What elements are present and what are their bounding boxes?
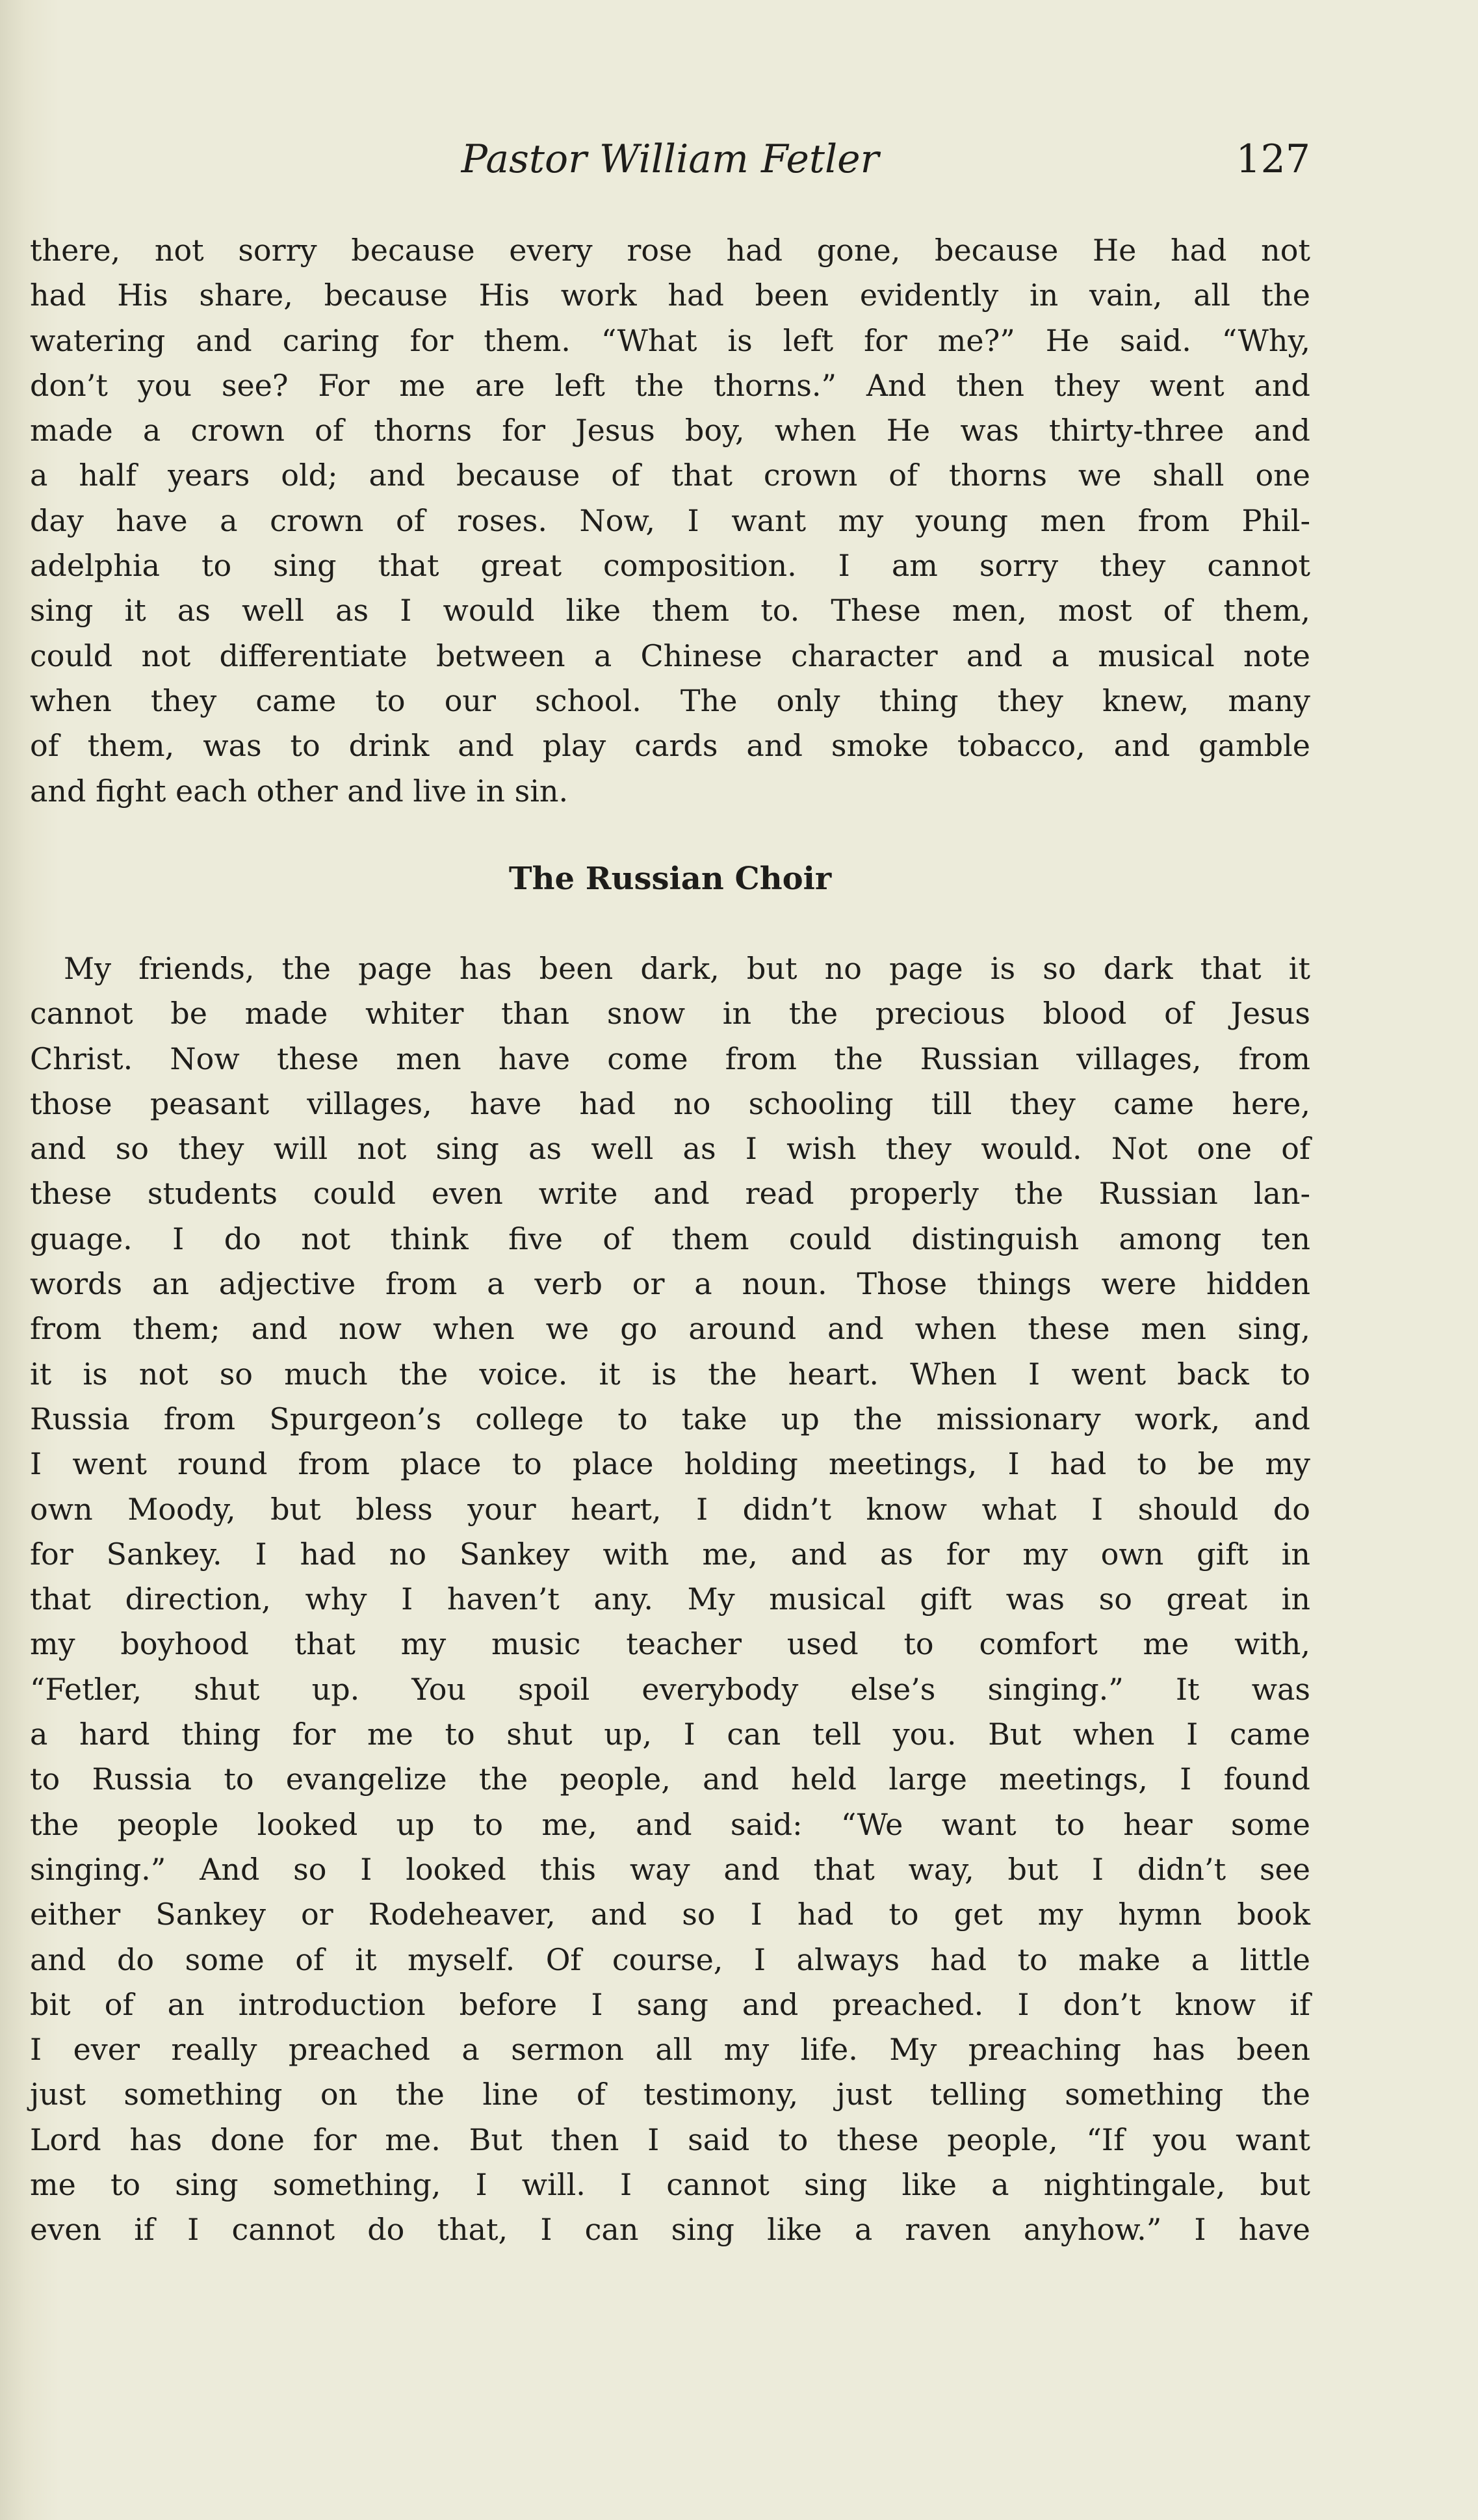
text-line: for Sankey. I had no Sankey with me, and as for my own gift in xyxy=(30,1536,1310,1572)
text-line: me to sing something, I will. I cannot sing like a nightingale, but xyxy=(30,2167,1310,2203)
text-line: singing.” And so I looked this way and that way, but I didn’t see xyxy=(30,1851,1310,1887)
paragraph-1 xyxy=(30,228,1310,814)
text-line: and do some of it myself. Of course, I always had to make a little xyxy=(30,1942,1310,1977)
text-line: “Fetler, shut up. You spoil everybody else’s singing.” It was xyxy=(30,1671,1310,1707)
text-line: guage. I do not think five of them could distinguish among ten xyxy=(30,1221,1310,1256)
text-line: Russia from Spurgeon’s college to take up the missionary work, and xyxy=(30,1401,1310,1436)
section-heading: The Russian Choir xyxy=(508,861,832,897)
text-line: it is not so much the voice. it is the heart. When I went back to xyxy=(30,1356,1310,1392)
running-title: Pastor William Fetler xyxy=(461,136,879,182)
paragraph-2 xyxy=(30,946,1310,2253)
text-line: of them, was to drink and play cards and smoke tobacco, and gamble xyxy=(30,728,1310,764)
text-line: My friends, the page has been dark, but no page is so dark that it xyxy=(64,951,1310,986)
text-line: and so they will not sing as well as I wish they would. Not one of xyxy=(30,1131,1310,1167)
text-line: Lord has done for me. But then I said to these people, “If you want xyxy=(30,2122,1310,2157)
text-line: a half years old; and because of that crown of thorns we shall one xyxy=(30,458,1310,493)
text-line: there, not sorry because every rose had gone, because He had not xyxy=(30,233,1310,268)
text-line: and fight each other and live in sin. xyxy=(30,773,569,809)
text-line: own Moody, but bless your heart, I didn’t know what I should do xyxy=(30,1491,1310,1527)
text-line: a hard thing for me to shut up, I can tell you. But when I came xyxy=(30,1717,1310,1752)
text-line: I ever really preached a sermon all my life. My preaching has been xyxy=(30,2032,1310,2068)
text-line: cannot be made whiter than snow in the precious blood of Jesus xyxy=(30,996,1310,1032)
text-line: even if I cannot do that, I can sing like a raven anyhow.” I have xyxy=(30,2212,1310,2248)
text-line: bit of an introduction before I sang and preached. I don’t know if xyxy=(30,1986,1310,2022)
text-line: that direction, why I haven’t any. My musical gift was so great in xyxy=(30,1581,1310,1617)
text-line: don’t you see? For me are left the thorns.” And then they went and xyxy=(30,367,1310,403)
text-line: my boyhood that my music teacher used to comfort me with, xyxy=(30,1626,1310,1662)
text-line: words an adjective from a verb or a noun. Those things were hidden xyxy=(30,1266,1310,1302)
text-line: to Russia to evangelize the people, and held large meetings, I found xyxy=(30,1761,1310,1797)
text-line: Christ. Now these men have come from the Russian villages, from xyxy=(30,1041,1310,1076)
text-line: when they came to our school. The only thing they knew, many xyxy=(30,682,1310,718)
page-header xyxy=(30,133,1310,185)
text-line: sing it as well as I would like them to. These men, most of them, xyxy=(30,593,1310,629)
page-number: 127 xyxy=(1236,136,1310,182)
text-line: these students could even write and read properly the Russian lan- xyxy=(30,1176,1310,1212)
text-line: I went round from place to place holding meetings, I had to be my xyxy=(30,1446,1310,1482)
text-line: those peasant villages, have had no schooling till they came here, xyxy=(30,1085,1310,1121)
text-line: just something on the line of testimony, just telling something the xyxy=(30,2077,1310,2112)
text-line: the people looked up to me, and said: “We want to hear some xyxy=(30,1806,1310,1842)
text-line: either Sankey or Rodeheaver, and so I had to get my hymn book xyxy=(30,1897,1310,1932)
text-line: watering and caring for them. “What is left for me?” He said. “Why, xyxy=(30,322,1310,358)
text-line: could not differentiate between a Chinese character and a musical note xyxy=(30,638,1310,673)
text-line: had His share, because His work had been evidently in vain, all the xyxy=(30,278,1310,313)
text-line: adelphia to sing that great composition. I am sorry they cannot xyxy=(30,548,1310,584)
text-line: day have a crown of roses. Now, I want my young men from Phil- xyxy=(30,502,1310,538)
text-line: from them; and now when we go around and when these men sing, xyxy=(30,1311,1310,1347)
text-line: made a crown of thorns for Jesus boy, when He was thirty-three and xyxy=(30,413,1310,448)
